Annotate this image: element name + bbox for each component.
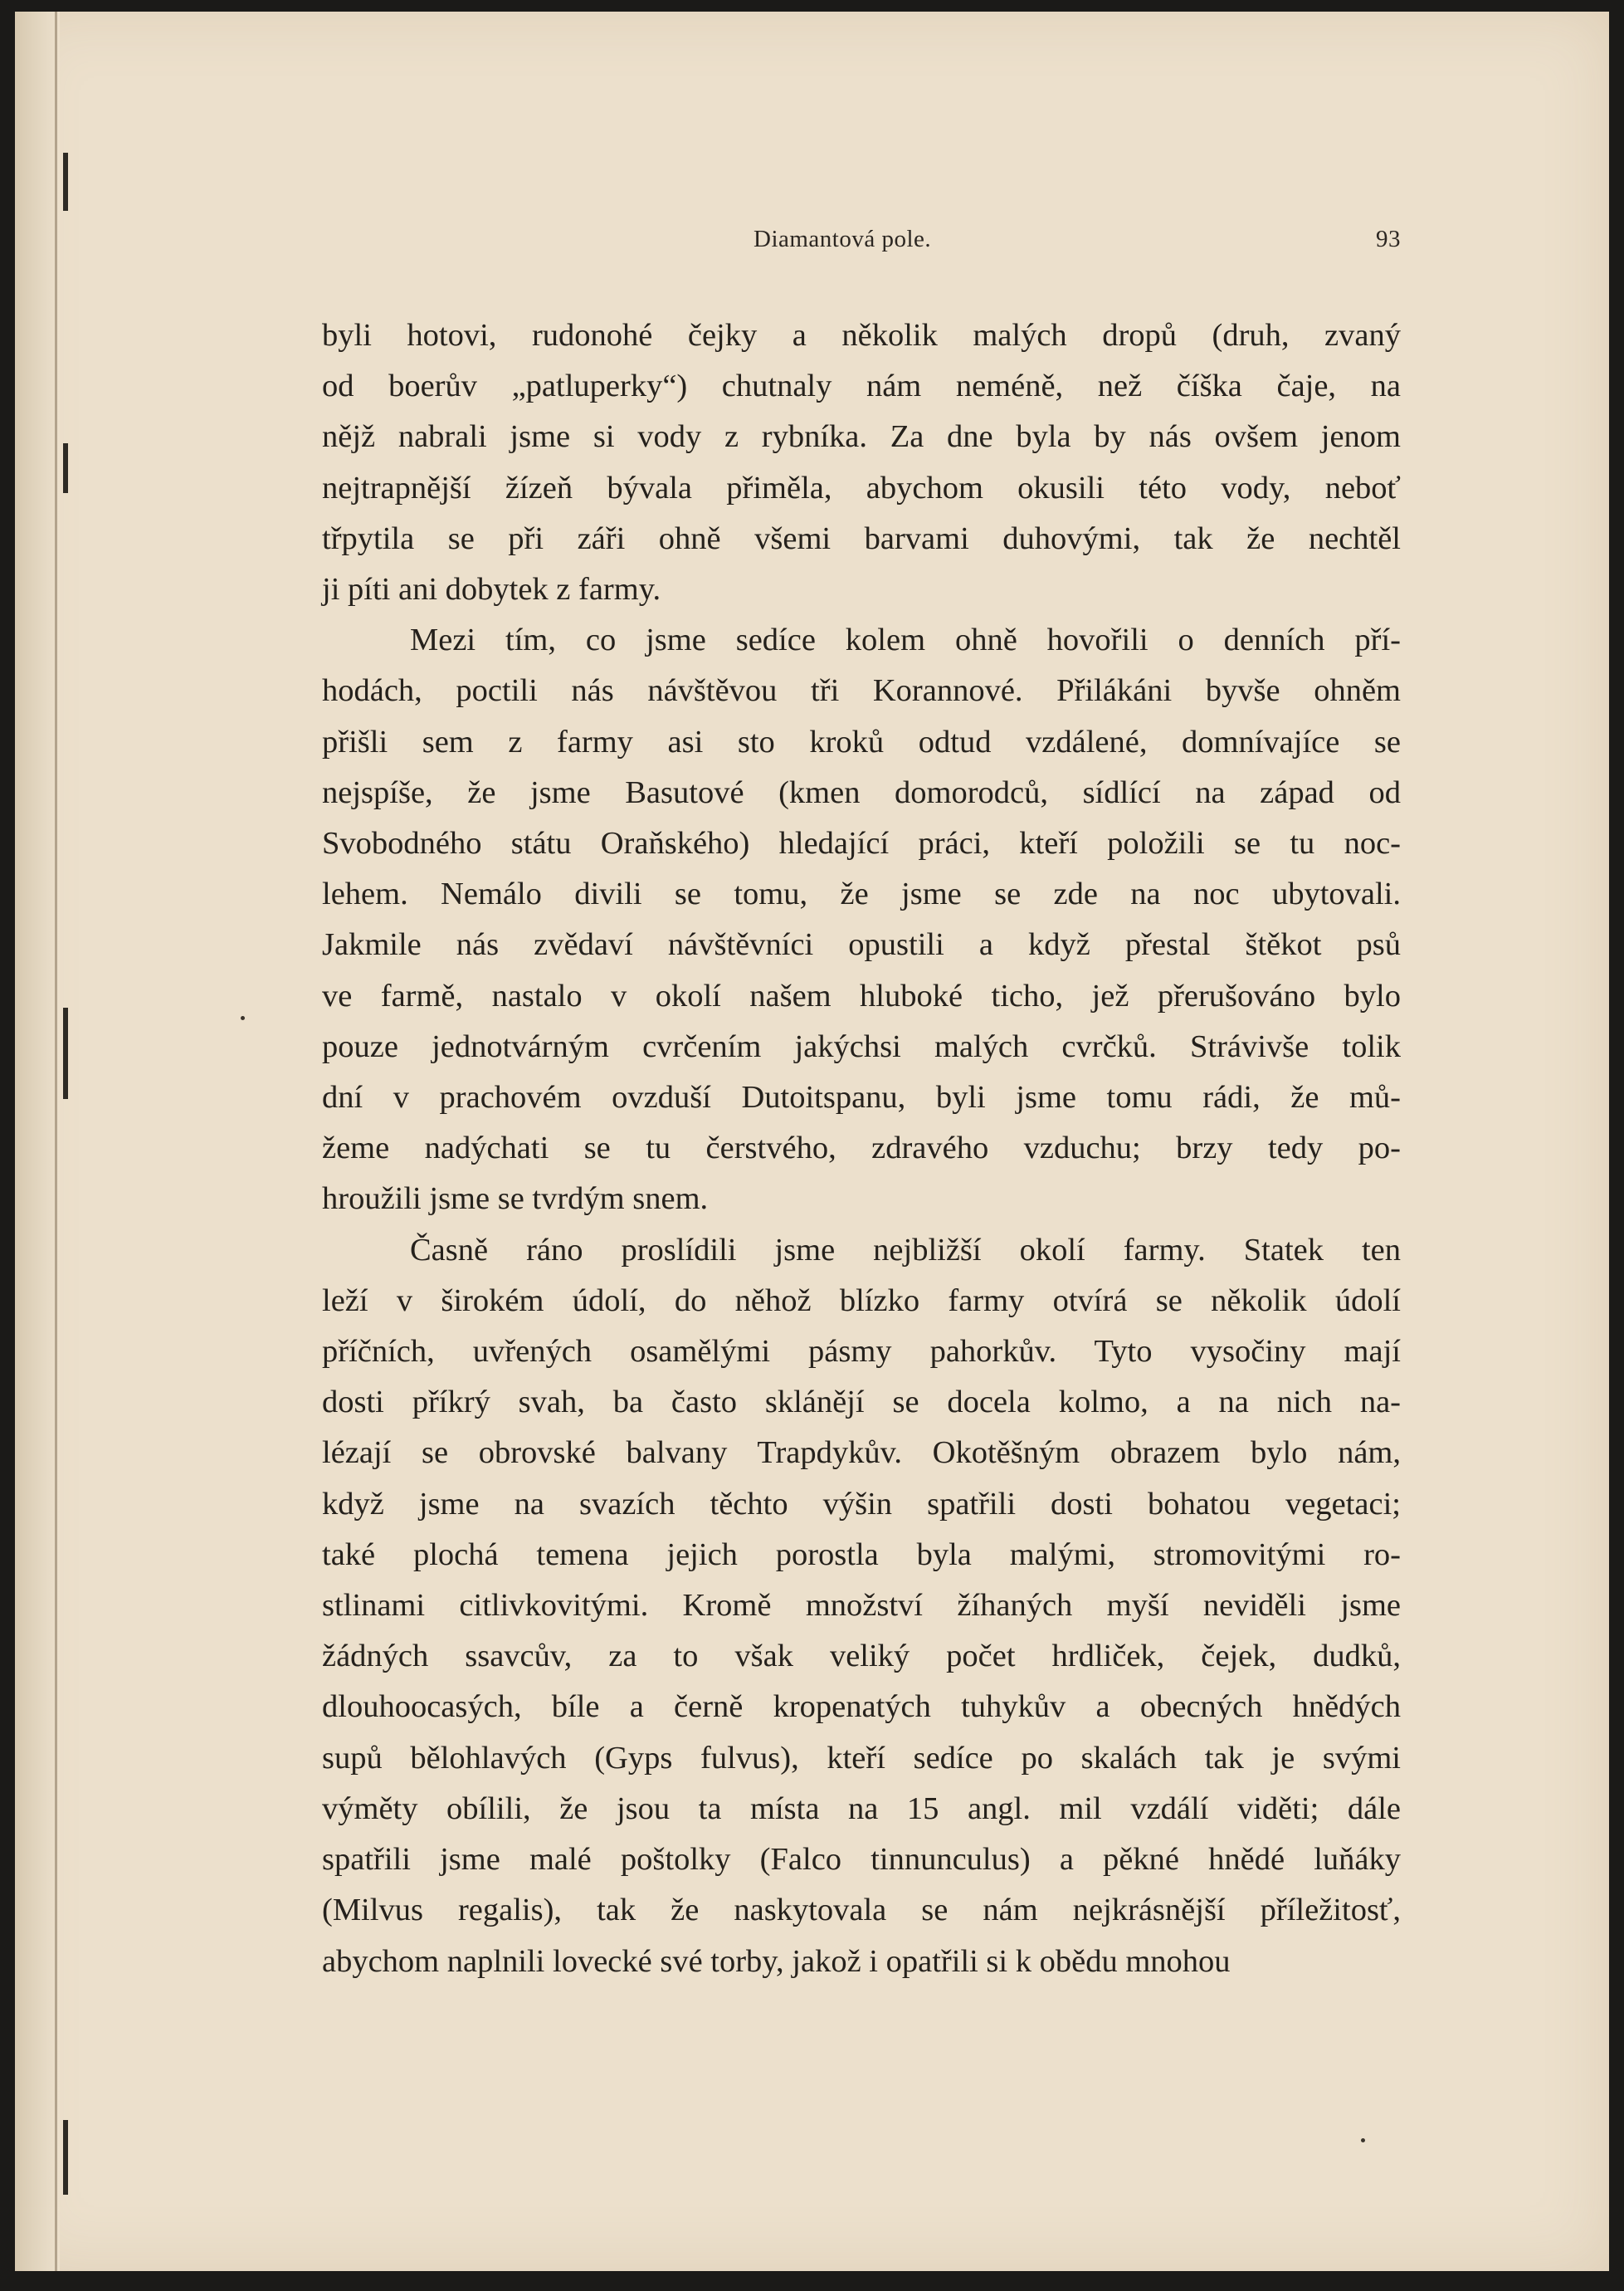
- text-line: hroužili jsme se tvrdým snem.: [322, 1181, 709, 1217]
- running-head: [322, 226, 1401, 259]
- text-line: žádných ssavcův, za to však veliký počet hrdliček, čejek, dudků,: [322, 1639, 1401, 1674]
- text-line: dlouhoocasých, bíle a černě kropenatých tuhykův a obecných hnědých: [322, 1689, 1401, 1725]
- text-line: Svobodného státu Oraňského) hledající práci, kteří položili se tu noc-: [322, 826, 1401, 862]
- text-line: pouze jednotvárným cvrčením jakýchsi malých cvrčků. Strávivše tolik: [322, 1028, 1401, 1064]
- text-line: od boerův „patluperky“) chutnaly nám neméně, než číška čaje, na: [322, 369, 1401, 404]
- margin-mark: [63, 443, 68, 493]
- body-text: [322, 310, 1401, 1987]
- text-line: abychom naplnili lovecké své torby, jakož i opatřili si k obědu mnohou: [322, 1943, 1231, 1979]
- text-line: supů bělohlavých (Gyps fulvus), kteří sedíce po skalách tak je svými: [322, 1740, 1401, 1776]
- text-line: lézají se obrovské balvany Trapdykův. Okotěšným obrazem bylo nám,: [322, 1435, 1401, 1471]
- text-line: nějž nabrali jsme si vody z rybníka. Za dne byla by nás ovšem jenom: [322, 419, 1401, 455]
- text-line: hodách, poctili nás návštěvou tři Korannové. Přilákáni byvše ohněm: [322, 673, 1401, 709]
- text-line: dosti příkrý svah, ba často sklánějí se docela kolmo, a na nich na-: [322, 1385, 1401, 1420]
- text-line: také plochá temena jejich porostla byla malými, stromovitými ro-: [322, 1536, 1401, 1572]
- text-line: když jsme na svazích těchto výšin spatřili dosti bohatou vegetaci;: [322, 1486, 1401, 1522]
- text-line: přišli sem z farmy asi sto kroků odtud vzdálené, domnívajíce se: [322, 724, 1401, 760]
- text-line: ve farmě, nastalo v okolí našem hluboké ticho, jež přerušováno bylo: [322, 978, 1401, 1014]
- text-line: (Milvus regalis), tak že naskytovala se nám nejkrásnější příležitosť,: [322, 1893, 1401, 1928]
- text-line: Mezi tím, co jsme sedíce kolem ohně hovořili o denních pří-: [410, 623, 1401, 658]
- text-line: byli hotovi, rudonohé čejky a několik malých dropů (druh, zvaný: [322, 318, 1401, 353]
- binding-gutter: [15, 12, 60, 2271]
- margin-mark: [63, 153, 68, 211]
- text-line: Jakmile nás zvědaví návštěvníci opustili a když přestal štěkot psů: [322, 927, 1401, 963]
- paper-speck: [1361, 2138, 1365, 2142]
- text-line: lehem. Nemálo divili se tomu, že jsme se zde na noc ubytovali.: [322, 877, 1401, 912]
- paragraph: [322, 1225, 1401, 1987]
- text-line: leží v širokém údolí, do něhož blízko farmy otvírá se několik údolí: [322, 1282, 1401, 1318]
- paragraph: [322, 615, 1401, 1224]
- page-number: 93: [1376, 226, 1401, 252]
- text-line: stlinami citlivkovitými. Kromě množství žíhaných myší neviděli jsme: [322, 1588, 1401, 1624]
- text-line: Časně ráno proslídili jsme nejbližší okolí farmy. Statek ten: [410, 1232, 1401, 1268]
- text-line: třpytila se při záři ohně všemi barvami duhovými, tak že nechtěl: [322, 520, 1401, 556]
- margin-mark: [63, 2120, 68, 2195]
- text-line: spatřili jsme malé poštolky (Falco tinnunculus) a pěkné hnědé luňáky: [322, 1842, 1401, 1878]
- text-line: nejspíše, že jsme Basutové (kmen domorodců, sídlící na západ od: [322, 774, 1401, 810]
- paper-speck: [241, 1016, 245, 1020]
- text-line: dní v prachovém ovzduší Dutoitspanu, byli jsme tomu rádi, že mů-: [322, 1080, 1401, 1116]
- book-page: [15, 12, 1609, 2271]
- margin-mark: [63, 1008, 68, 1099]
- text-line: výměty obílili, že jsou ta místa na 15 angl. mil vzdálí viděti; dále: [322, 1790, 1401, 1826]
- gutter-fold-line: [55, 12, 57, 2271]
- text-line: příčních, uvřených osamělými pásmy pahorkův. Tyto vysočiny mají: [322, 1334, 1401, 1370]
- text-line: nejtrapnější žízeň bývala přiměla, abychom okusili této vody, neboť: [322, 470, 1401, 506]
- paragraph: [322, 310, 1401, 615]
- text-line: ji píti ani dobytek z farmy.: [322, 572, 661, 608]
- text-line: žeme nadýchati se tu čerstvého, zdravého vzduchu; brzy tedy po-: [322, 1131, 1401, 1166]
- running-title: Diamantová pole.: [753, 226, 932, 252]
